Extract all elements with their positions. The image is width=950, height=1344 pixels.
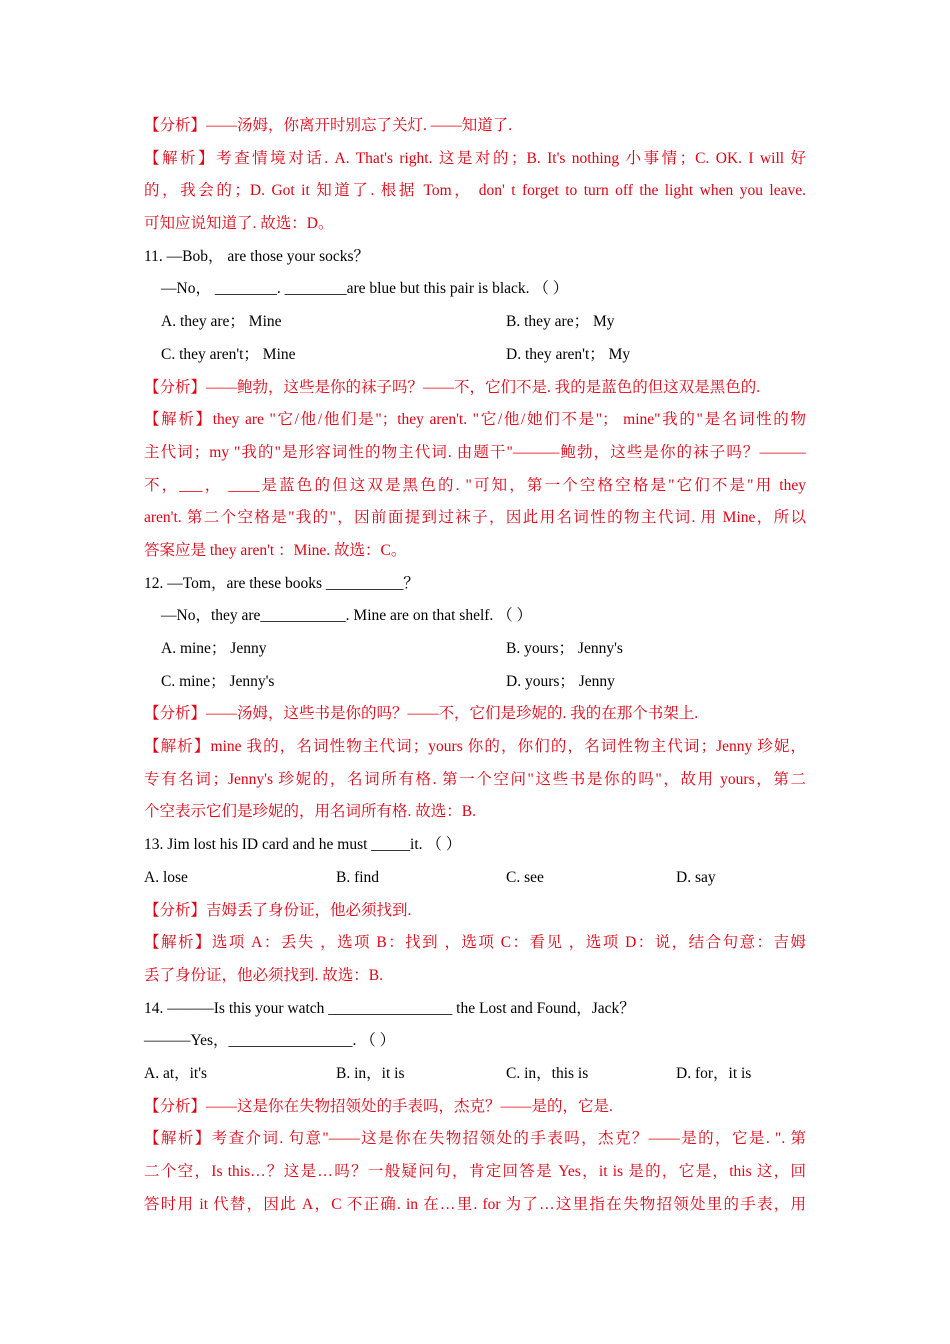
q12-stem: 12. —Tom，are these books __________？ (144, 574, 419, 592)
q13-analysis: 【分析】吉姆丢了身份证，他必须找到. (144, 901, 412, 919)
q14-option-c: C. in，this is (506, 1064, 589, 1082)
q12-explain-line: 个空表示它们是珍妮的，用名词所有格. 故选：B. (144, 803, 476, 821)
q11-explain-line: 答案应是 they aren't ：Mine. 故选：C。 (144, 541, 407, 559)
q12-options-row (144, 633, 806, 666)
q11-reply: —No， ________. ________are blue but this pair is black. （ ） (161, 280, 569, 298)
q14-stem: 14. ———Is this your watch ________________ the Lost and Found，Jack？ (144, 999, 635, 1017)
q11-option-b: B. they are； My (506, 313, 615, 331)
q14-option-b: B. in，it is (336, 1064, 405, 1082)
q11-option-a: A. they are； Mine (161, 313, 282, 331)
q10-analysis: 【分析】——汤姆，你离开时别忘了关灯. ——知道了. (144, 117, 513, 134)
q11-options-row (144, 339, 806, 372)
q11-stem: 11. —Bob， are those your socks？ (144, 247, 370, 265)
q14-options-row (144, 1058, 806, 1091)
q13-explain-line: 【解析】选项 A：丢失 ，选项 B：找到 ，选项 C：看见 ，选项 D：说，结合句意：吉姆 (144, 934, 806, 952)
q11-options-row (144, 306, 806, 339)
q12-option-a: A. mine； Jenny (161, 640, 267, 657)
q11-explain-line: 【解析】they are "它/他/他们是"；they aren't. "它/他/她们不是"； mine"我的"是名词性的物 (144, 411, 806, 429)
q11-option-d: D. they aren't； My (506, 345, 631, 363)
q11-explain-line: aren't. 第二个空格是"我的"，因前面提到过袜子，因此用名词性的物主代词. 用 Mine，所以 (144, 509, 806, 527)
q13-option-c: C. see (506, 868, 544, 886)
q12-reply: —No，they are___________. Mine are on that shelf. （ ） (161, 607, 533, 625)
q12-explain-line: 【解析】mine 我的，名词性物主代词；yours 你的，你们的，名词性物主代词；Jenny 珍妮， (144, 738, 806, 756)
q14-option-d: D. for，it is (676, 1064, 752, 1082)
q11-explain-line: 主代词；my "我的"是形容词性的物主代词. 由题干"———鲍勃，这些是你的袜子吗？——— (144, 443, 806, 461)
q13-stem: 13. Jim lost his ID card and he must _____it. （ ） (144, 836, 462, 854)
q14-explain-line: 【解析】考查介词. 句意"——这是你在失物招领处的手表吗，杰克？——是的，它是. ". 第 (144, 1130, 806, 1148)
q12-explain-line: 专有名词；Jenny's 珍妮的，名词所有格. 第一个空问"这些书是你的吗"，故用 yours，第二 (144, 770, 806, 788)
q11-analysis: 【分析】——鲍勃，这些是你的袜子吗？——不，它们不是. 我的是蓝色的但这双是黑色的. (144, 378, 761, 396)
q12-options-row (144, 666, 806, 699)
q10-explain-line: 可知应说知道了. 故选：D。 (144, 215, 334, 233)
q14-option-a: A. at，it's (144, 1064, 208, 1082)
q14-reply: ———Yes，________________. （ ） (144, 1032, 396, 1050)
q11-option-c: C. they aren't； Mine (161, 345, 296, 363)
q10-explain-line: 的，我会的；D. Got it 知道了. 根据 Tom， don' t forget to turn off the light when you leave. (144, 182, 806, 200)
document-content (144, 110, 806, 1221)
q12-option-c: C. mine； Jenny's (161, 672, 275, 690)
q13-option-b: B. find (336, 868, 380, 886)
q14-analysis: 【分析】——这是你在失物招领处的手表吗，杰克？——是的，它是. (144, 1097, 613, 1115)
q13-explain-line: 丢了身份证，他必须找到. 故选：B. (144, 966, 383, 984)
q12-option-b: B. yours； Jenny's (506, 640, 623, 657)
q11-explain-line: 不，___， ____是蓝色的但这双是黑色的. "可知，第一个空格空格是"它们不是"用 they (144, 476, 806, 494)
q10-explain-line: 【解析】考查情境对话. A. That's right. 这是对的；B. It's nothing 小事情；C. OK. I will 好 (144, 149, 806, 167)
q13-option-d: D. say (676, 868, 716, 886)
q13-options-row (144, 862, 806, 895)
q13-option-a: A. lose (144, 868, 188, 886)
q14-explain-line: 二个空，Is this…？这是…吗？一般疑问句，肯定回答是 Yes，it is 是的，它是，this 这，回 (144, 1163, 806, 1180)
q12-option-d: D. yours； Jenny (506, 672, 615, 690)
q14-explain-line: 答时用 it 代替，因此 A，C 不正确. in 在…里. for 为了…这里指在失物招领处里的手表，用 (144, 1195, 806, 1213)
q12-analysis: 【分析】——汤姆，这些书是你的吗？——不，它们是珍妮的. 我的在那个书架上. (144, 705, 699, 723)
